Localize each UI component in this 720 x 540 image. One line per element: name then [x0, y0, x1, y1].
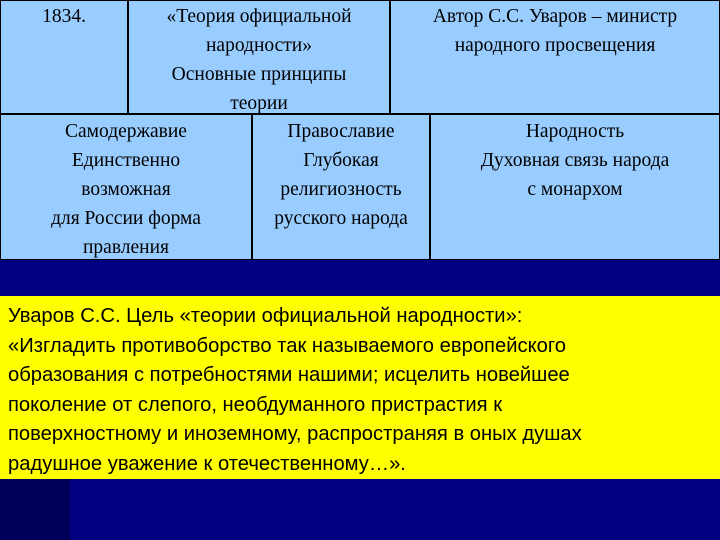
quote-line: «Изгладить противоборство так называемого европейского: [8, 334, 567, 357]
theory-table: [0, 0, 720, 260]
principle-title: Православие: [287, 121, 395, 142]
quote-line: поколение от слепого, необдуманного пристрастия к: [8, 393, 503, 416]
year-cell: [0, 0, 128, 114]
principle-nationality-cell: [430, 114, 720, 260]
theory-title-line: Основные принципы: [171, 64, 347, 85]
theory-title-line: народности»: [206, 35, 312, 56]
principle-desc-line: Глубокая: [303, 150, 379, 171]
quote-line: образования с потребностями нашими; исцелить новейшее: [8, 364, 570, 387]
theory-title-line: теории: [230, 93, 288, 114]
quote-line: поверхностному и иноземному, распространяя в оных душах: [8, 423, 582, 446]
author-line: народного просвещения: [454, 35, 656, 56]
principle-desc-line: с монархом: [527, 179, 623, 200]
quote-line: радушное уважение к отечественному…».: [8, 452, 406, 475]
year-text: 1834.: [42, 6, 86, 27]
principle-orthodoxy-cell: [252, 114, 430, 260]
decorative-shadow-strip: [0, 479, 70, 540]
theory-title-cell: [128, 0, 390, 114]
principle-desc-line: религиозность: [280, 179, 402, 200]
principle-desc-line: для России форма: [51, 208, 201, 229]
uvarov-quote-box: [0, 296, 720, 479]
principle-desc-line: правления: [82, 237, 170, 258]
author-line: Автор С.С. Уваров – министр: [432, 6, 678, 27]
principle-desc-line: Единственно: [71, 150, 181, 171]
principle-desc-line: русского народа: [274, 208, 408, 229]
quote-line: Уваров С.С. Цель «теории официальной народности»:: [8, 305, 523, 327]
theory-title-line: «Теория официальной: [166, 6, 352, 27]
principle-title: Народность: [525, 121, 625, 142]
author-cell: [390, 0, 720, 114]
principle-autocracy-cell: [0, 114, 252, 260]
principle-desc-line: Духовная связь народа: [480, 150, 670, 171]
principle-title: Самодержавие: [65, 121, 187, 142]
principle-desc-line: возможная: [81, 179, 171, 200]
